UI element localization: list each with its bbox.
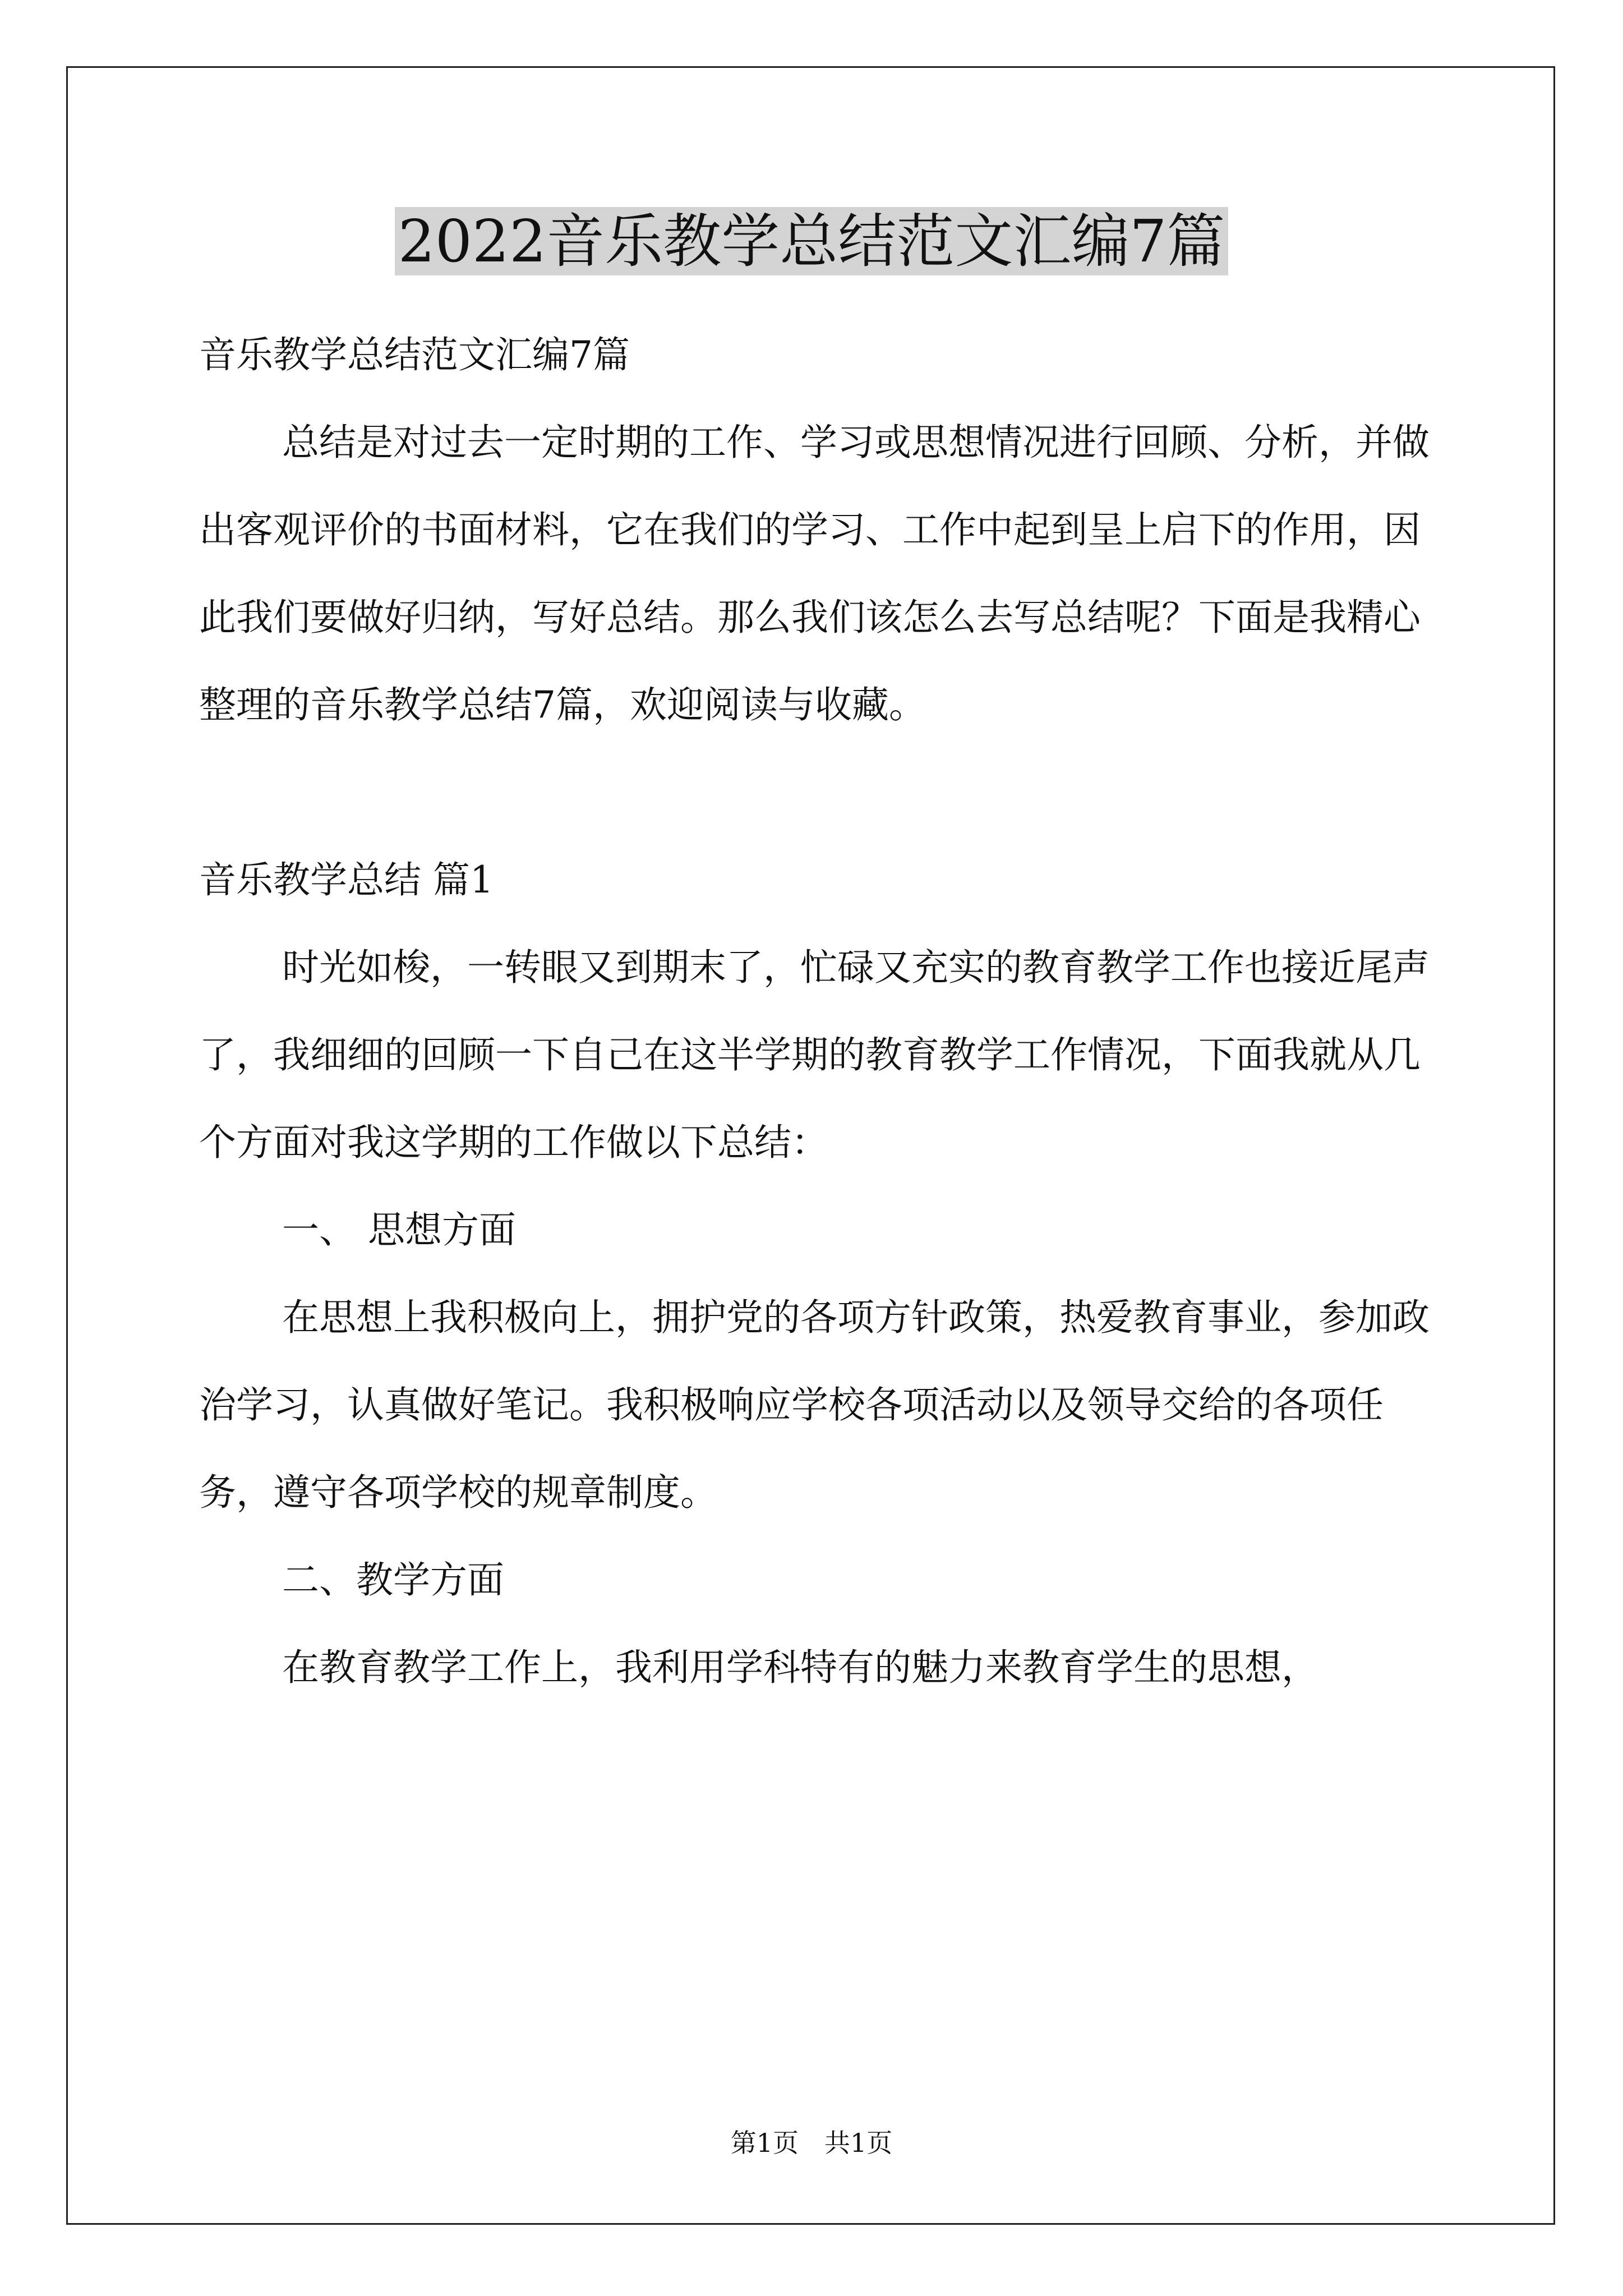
intro-paragraph: 总结是对过去一定时期的工作、学习或思想情况进行回顾、分析，并做出客观评价的书面材料，它在我们的学习、工作中起到呈上启下的作用，因此我们要做好归纳，写好总结。那么我们该怎么去写总结呢？下面是我精心整理的音乐教学总结7篇，欢迎阅读与收藏。 (199, 421, 1430, 726)
subheading-teaching: 二、教学方面 (282, 1558, 504, 1602)
body-paragraph: 时光如梭，一转眼又到期末了，忙碌又充实的教育教学工作也接近尾声了，我细细的回顾一下自己在这半学期的教育教学工作情况，下面我就从几个方面对我这学期的工作做以下总结： (199, 946, 1430, 1164)
body-paragraph: 在思想上我积极向上，拥护党的各项方针政策，热爱教育事业，参加政治学习，认真做好笔记。我积极响应学校各项活动以及领导交给的各项任务，遵守各项学校的规章制度。 (199, 1296, 1430, 1514)
document-subtitle: 音乐教学总结范文汇编7篇 (199, 333, 630, 376)
section-spacer (199, 749, 1450, 836)
document-body (199, 311, 1450, 1711)
document-title (0, 199, 1623, 283)
subheading-thought: 一、 思想方面 (282, 1208, 516, 1251)
page-number: 第1页 (730, 2128, 799, 2158)
body-paragraph: 在教育教学工作上，我利用学科特有的魅力来教育学生的思想， (282, 1646, 1318, 1689)
document-title-text: 2022音乐教学总结范文汇编7篇 (395, 207, 1229, 275)
page-footer (0, 2126, 1623, 2160)
page-total: 共1页 (824, 2128, 893, 2158)
section-heading: 音乐教学总结 篇1 (199, 858, 494, 901)
